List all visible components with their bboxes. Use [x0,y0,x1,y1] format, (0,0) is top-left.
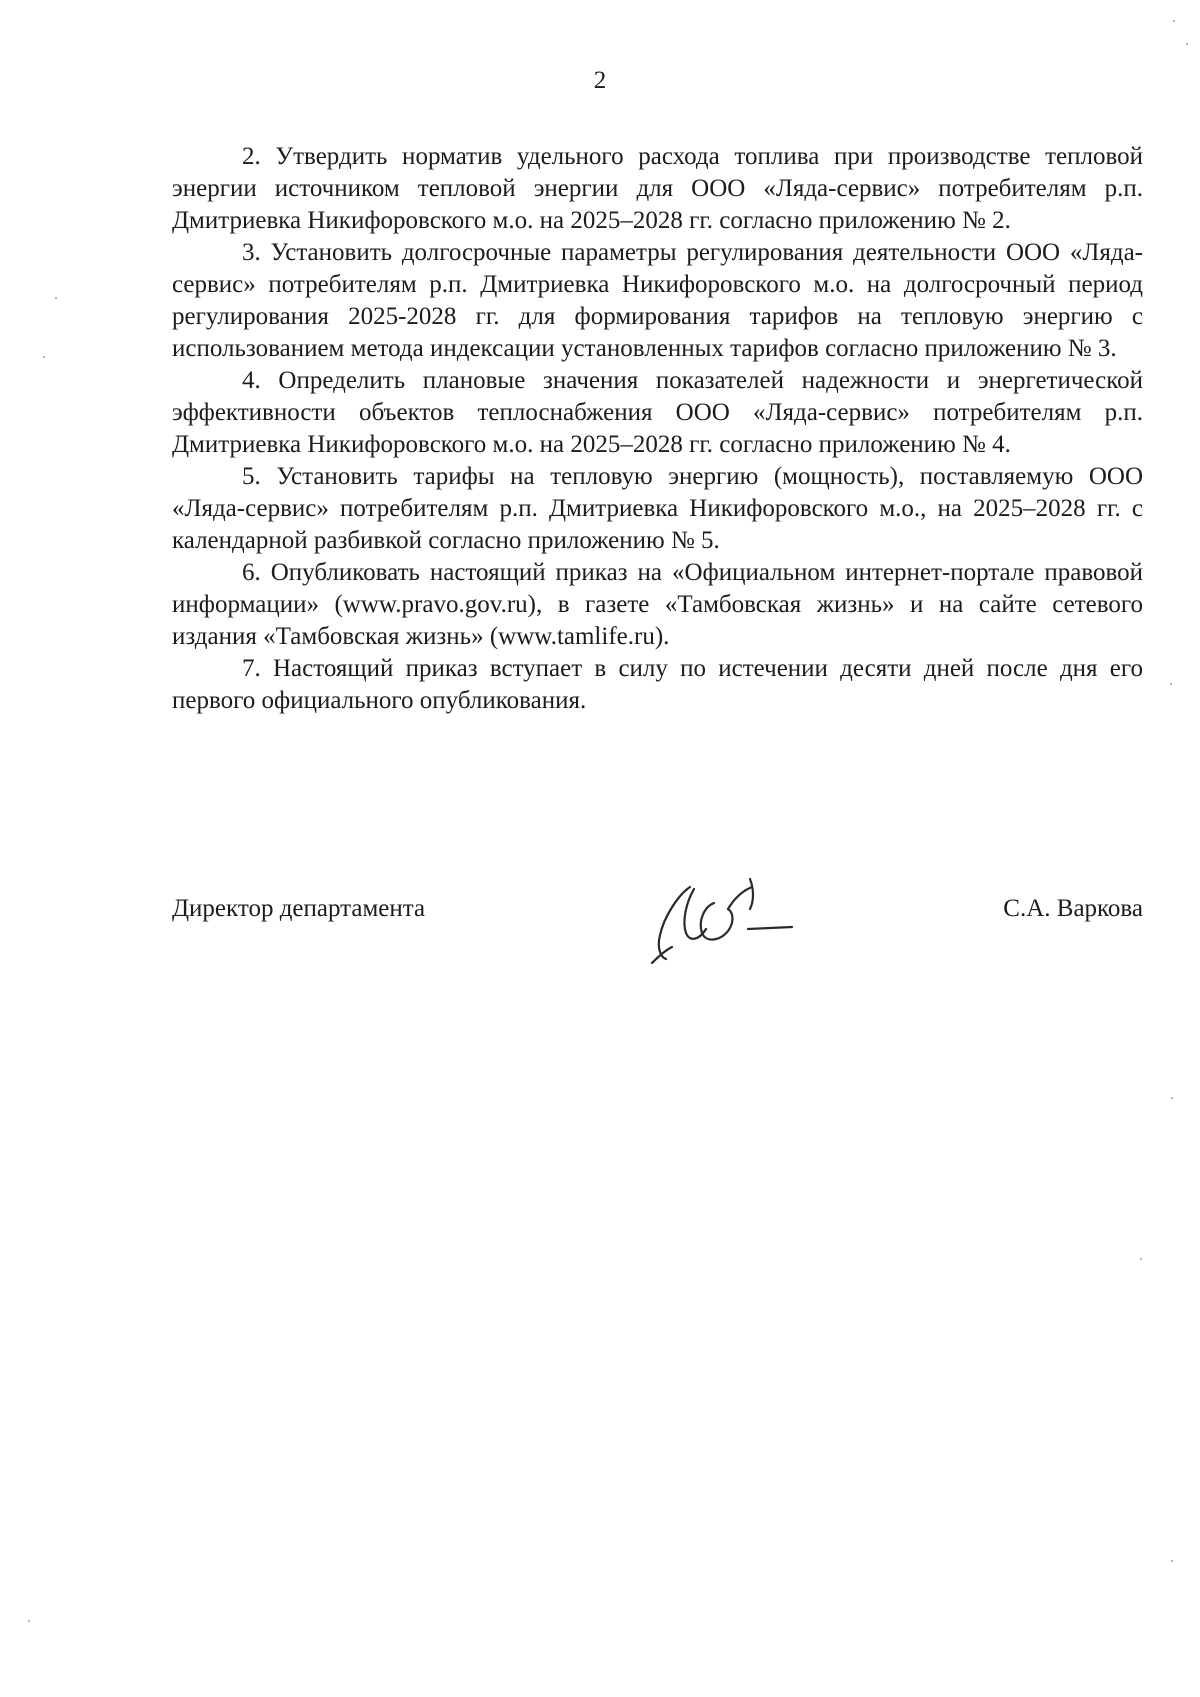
scan-speck [1170,683,1172,685]
signature-block [172,873,1143,963]
signatory-position: Директор департамента [172,895,426,922]
paragraph-5: 5. Установить тарифы на тепловую энергию (мощность), поставляемую ООО «Ляда-сервис» потребителям р.п. Дмитриевка Никифоровского м.о., на 2025–2028 гг. с календарной разбивкой согласно приложению № 5. [172,463,1143,554]
scan-speck [1171,1097,1173,1099]
paragraph-7: 7. Настоящий приказ вступает в силу по истечении десяти дней после дня его первого официального опубликования. [172,655,1143,714]
scan-speck [1173,20,1175,22]
document-body [172,141,1143,717]
handwritten-signature [642,873,802,965]
scan-speck [1140,1258,1142,1260]
scan-speck [28,1620,30,1622]
scan-speck [55,297,57,299]
scan-speck [1186,43,1188,45]
scan-speck [43,356,45,358]
paragraph-6: 6. Опубликовать настоящий приказ на «Официальном интернет-портале правовой информации» (www.pravo.gov.ru), в газете «Тамбовская жизнь» и на сайте сетевого издания «Тамбовская жизнь» (www.tamlife.ru). [172,559,1143,650]
paragraph-3: 3. Установить долгосрочные параметры регулирования деятельности ООО «Ляда-сервис» потребителям р.п. Дмитриевка Никифоровского м.о. на долгосрочный период регулирования 2025-2028 гг. для формирования тарифов на тепловую энергию с использованием метода индексации установленных тарифов согласно приложению № 3. [172,239,1143,362]
paragraph-4: 4. Определить плановые значения показателей надежности и энергетической эффективности объектов теплоснабжения ООО «Ляда-сервис» потребителям р.п. Дмитриевка Никифоровского м.о. на 2025–2028 гг. согласно приложению № 4. [172,367,1143,458]
page-number: 2 [593,67,607,94]
scan-speck [1171,1560,1173,1562]
paragraph-2: 2. Утвердить норматив удельного расхода топлива при производстве тепловой энергии источником тепловой энергии для ООО «Ляда-сервис» потребителям р.п. Дмитриевка Никифоровского м.о. на 2025–2028 гг. согласно приложению № 2. [172,143,1143,234]
signatory-name: С.А. Варкова [1003,895,1143,922]
